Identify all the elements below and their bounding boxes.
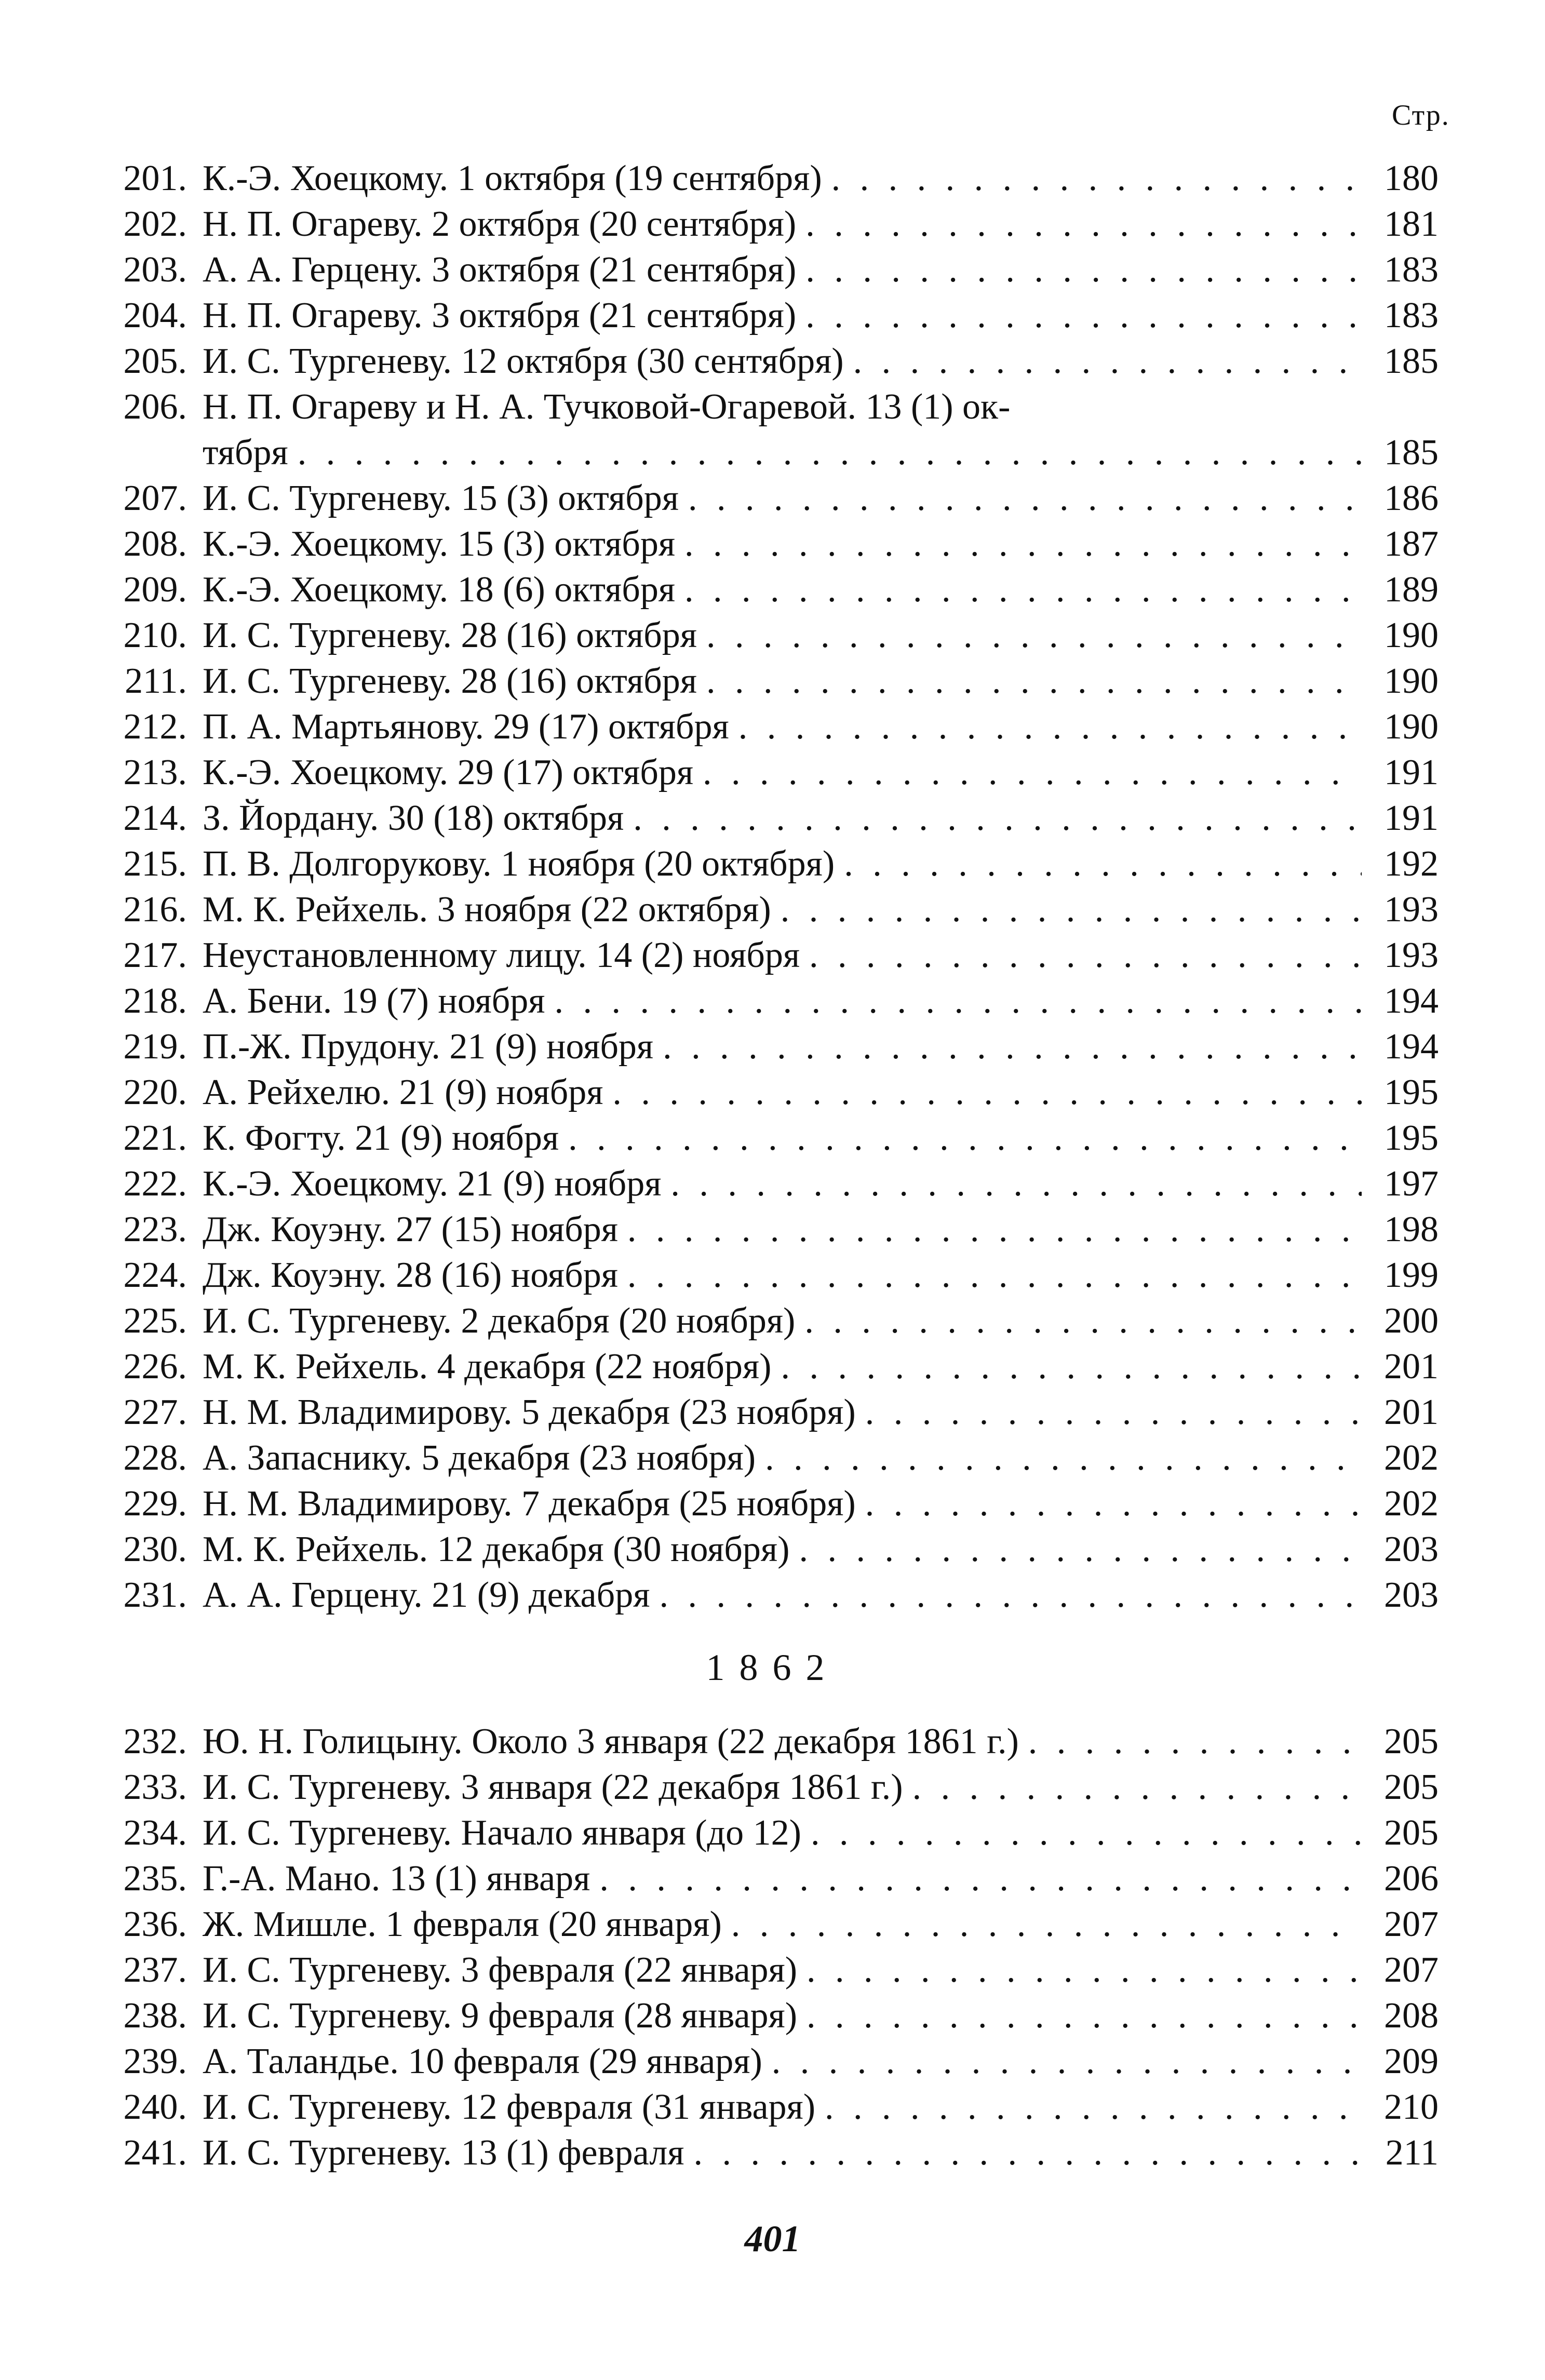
- toc-entry: [99, 841, 1439, 887]
- entry-number: 238.: [123, 1996, 187, 2036]
- dot-leader: [781, 887, 1362, 933]
- dot-leader: [633, 796, 1362, 841]
- dot-leader: [804, 1298, 1362, 1344]
- entry-number: 232.: [123, 1722, 187, 1762]
- entry-number: 220.: [123, 1072, 187, 1112]
- toc-entry: [99, 1070, 1439, 1115]
- entry-number: 210.: [123, 615, 187, 655]
- entry-page-number: 210: [1384, 2087, 1439, 2127]
- entry-number: 239.: [123, 2041, 187, 2081]
- entry-page-number: 191: [1384, 798, 1439, 838]
- entry-number: 235.: [123, 1859, 187, 1899]
- entry-page-number: 211: [1385, 2133, 1439, 2173]
- entry-page-number: 186: [1384, 478, 1439, 518]
- entry-title: К.-Э. Хоецкому. 15 (3) октября: [203, 524, 676, 564]
- dot-leader: [706, 658, 1362, 704]
- entry-number: 211.: [125, 661, 187, 701]
- dot-leader: [688, 476, 1362, 521]
- entry-number: 233.: [123, 1767, 187, 1807]
- entry-number: 234.: [123, 1813, 187, 1853]
- entry-title: И. С. Тургеневу. 15 (3) октября: [203, 478, 679, 518]
- entry-page-number: 193: [1384, 935, 1439, 975]
- entry-title: И. С. Тургеневу. 28 (16) октября: [203, 615, 697, 655]
- entry-number: 227.: [123, 1392, 187, 1432]
- entry-page-number: 190: [1384, 661, 1439, 701]
- entry-number: 201.: [123, 158, 187, 198]
- entry-page-number: 199: [1384, 1255, 1439, 1295]
- entry-number: 230.: [123, 1529, 187, 1569]
- entry-number: 221.: [123, 1118, 187, 1158]
- dot-leader: [1028, 1719, 1362, 1765]
- toc-entry: [99, 384, 1439, 430]
- toc-entry: [99, 1765, 1439, 1810]
- entry-number: 202.: [123, 204, 187, 244]
- entry-page-number: 209: [1384, 2041, 1439, 2081]
- toc-entry: [99, 1298, 1439, 1344]
- entry-title: Н. М. Владимирову. 7 декабря (25 ноября): [203, 1484, 856, 1524]
- toc-entry: [99, 613, 1439, 658]
- toc-entry: [99, 978, 1439, 1024]
- entry-page-number: 207: [1384, 1904, 1439, 1944]
- toc-entry: [99, 339, 1439, 384]
- dot-leader: [627, 1207, 1362, 1253]
- dot-leader: [807, 1993, 1362, 2039]
- entry-page-number: 187: [1384, 524, 1439, 564]
- entry-title: Н. П. Огареву. 2 октября (20 сентября): [203, 204, 797, 244]
- dot-leader: [738, 704, 1362, 750]
- entry-number: 225.: [123, 1301, 187, 1341]
- entry-number: 203.: [123, 250, 187, 290]
- toc-entry: [99, 1719, 1439, 1765]
- entry-title: И. С. Тургеневу. 12 октября (30 сентября): [203, 341, 844, 381]
- toc-entry: [99, 293, 1439, 339]
- entry-title: Н. П. Огареву и Н. А. Тучковой-Огаревой. 13 (1) ок-: [203, 387, 1011, 427]
- entry-number: 223.: [123, 1209, 187, 1249]
- entry-title: А. Таландье. 10 февраля (29 января): [203, 2041, 762, 2081]
- toc-entry: [99, 1435, 1439, 1481]
- dot-leader: [298, 430, 1362, 476]
- entry-number: 216.: [123, 890, 187, 930]
- entry-page-number: 195: [1384, 1118, 1439, 1158]
- entry-title: И. С. Тургеневу. Начало января (до 12): [203, 1813, 801, 1853]
- entry-title: М. К. Рейхель. 4 декабря (22 ноября): [203, 1347, 772, 1387]
- entry-number: 240.: [123, 2087, 187, 2127]
- entry-page-number: 193: [1384, 890, 1439, 930]
- entry-number: 206.: [123, 387, 187, 427]
- entry-title: тября: [203, 433, 288, 473]
- entry-number: 217.: [123, 935, 187, 975]
- entry-title: К.-Э. Хоецкому. 29 (17) октября: [203, 752, 694, 792]
- entry-title: К.-Э. Хоецкому. 1 октября (19 сентября): [203, 158, 822, 198]
- toc-entry: [99, 1390, 1439, 1435]
- entry-page-number: 200: [1384, 1301, 1439, 1341]
- dot-leader: [627, 1253, 1362, 1298]
- entry-number: 228.: [123, 1438, 187, 1478]
- entry-title: И. С. Тургеневу. 13 (1) февраля: [203, 2133, 684, 2173]
- entry-number: 212.: [123, 707, 187, 747]
- toc-entry: [99, 887, 1439, 933]
- toc-entry: [99, 1947, 1439, 1993]
- dot-leader: [568, 1115, 1362, 1161]
- entry-page-number: 185: [1384, 433, 1439, 473]
- toc-entry: [99, 704, 1439, 750]
- entry-title: М. К. Рейхель. 12 декабря (30 ноября): [203, 1529, 790, 1569]
- dot-leader: [693, 2130, 1362, 2176]
- entry-number: 237.: [123, 1950, 187, 1990]
- dot-leader: [612, 1070, 1362, 1115]
- dot-leader: [765, 1435, 1362, 1481]
- entry-number: 204.: [123, 295, 187, 335]
- entry-title: Ж. Мишле. 1 февраля (20 января): [203, 1904, 722, 1944]
- dot-leader: [912, 1765, 1362, 1810]
- entry-page-number: 202: [1384, 1484, 1439, 1524]
- page-folio: 401: [744, 2218, 801, 2260]
- page-column-label: Стр.: [1392, 99, 1450, 131]
- entry-number: 208.: [123, 524, 187, 564]
- entry-number: 207.: [123, 478, 187, 518]
- entry-number: 218.: [123, 981, 187, 1021]
- entry-number: 209.: [123, 570, 187, 610]
- dot-leader: [805, 293, 1362, 339]
- toc-entry: [99, 658, 1439, 704]
- entry-title: К. Фогту. 21 (9) ноября: [203, 1118, 559, 1158]
- dot-leader: [809, 933, 1362, 978]
- entry-page-number: 192: [1384, 844, 1439, 884]
- entry-title: А. А. Герцену. 21 (9) декабря: [203, 1575, 650, 1615]
- entry-page-number: 206: [1384, 1859, 1439, 1899]
- entry-page-number: 205: [1384, 1813, 1439, 1853]
- entry-title: К.-Э. Хоецкому. 18 (6) октября: [203, 570, 676, 610]
- entry-title: И. С. Тургеневу. 3 февраля (22 января): [203, 1950, 798, 1990]
- entry-number: 222.: [123, 1164, 187, 1204]
- entry-title: М. К. Рейхель. 3 ноября (22 октября): [203, 890, 771, 930]
- entry-page-number: 205: [1384, 1767, 1439, 1807]
- entry-title: А. Бени. 19 (7) ноября: [203, 981, 545, 1021]
- entry-title: А. А. Герцену. 3 октября (21 сентября): [203, 250, 797, 290]
- dot-leader: [799, 1527, 1362, 1572]
- entry-number: 226.: [123, 1347, 187, 1387]
- dot-leader: [865, 1390, 1362, 1435]
- toc-entry: [99, 1481, 1439, 1527]
- toc-section-1861: [99, 156, 1439, 1618]
- entry-page-number: 185: [1384, 341, 1439, 381]
- toc-entry: [99, 476, 1439, 521]
- toc-entry: [99, 1161, 1439, 1207]
- dot-leader: [853, 339, 1362, 384]
- entry-number: 224.: [123, 1255, 187, 1295]
- entry-title: Н. М. Владимирову. 5 декабря (23 ноября): [203, 1392, 856, 1432]
- entry-number: 236.: [123, 1904, 187, 1944]
- entry-page-number: 194: [1384, 981, 1439, 1021]
- toc-entry: [99, 1344, 1439, 1390]
- toc-entry: [99, 1572, 1439, 1618]
- dot-leader: [805, 201, 1362, 247]
- entry-number: 205.: [123, 341, 187, 381]
- entry-title: И. С. Тургеневу. 9 февраля (28 января): [203, 1996, 798, 2036]
- entry-page-number: 191: [1384, 752, 1439, 792]
- toc-entry: [99, 1207, 1439, 1253]
- toc-entry: [99, 247, 1439, 293]
- entry-title: П. А. Мартьянову. 29 (17) октября: [203, 707, 729, 747]
- toc-entry: [99, 430, 1439, 476]
- toc-entry: [99, 521, 1439, 567]
- entry-page-number: 203: [1384, 1529, 1439, 1569]
- entry-title: К.-Э. Хоецкому. 21 (9) ноября: [203, 1164, 662, 1204]
- dot-leader: [670, 1161, 1362, 1207]
- dot-leader: [807, 1947, 1362, 1993]
- dot-leader: [811, 1810, 1362, 1856]
- entry-page-number: 180: [1384, 158, 1439, 198]
- entry-title: Дж. Коуэну. 27 (15) ноября: [203, 1209, 618, 1249]
- toc-entry: [99, 1993, 1439, 2039]
- toc-entry: [99, 2085, 1439, 2130]
- entry-title: А. Запаснику. 5 декабря (23 ноября): [203, 1438, 756, 1478]
- dot-leader: [684, 567, 1362, 613]
- entry-title: Дж. Коуэну. 28 (16) ноября: [203, 1255, 618, 1295]
- entry-page-number: 190: [1384, 707, 1439, 747]
- dot-leader: [781, 1344, 1362, 1390]
- entry-title: И. С. Тургеневу. 3 января (22 декабря 1861 г.): [203, 1767, 903, 1807]
- entry-page-number: 183: [1384, 250, 1439, 290]
- entry-title: А. Рейхелю. 21 (9) ноября: [203, 1072, 603, 1112]
- dot-leader: [703, 750, 1362, 796]
- entry-title: И. С. Тургеневу. 28 (16) октября: [203, 661, 697, 701]
- dot-leader: [555, 978, 1362, 1024]
- toc-entry: [99, 1902, 1439, 1947]
- entry-title: И. С. Тургеневу. 2 декабря (20 ноября): [203, 1301, 796, 1341]
- entry-title: Н. П. Огареву. 3 октября (21 сентября): [203, 295, 797, 335]
- entry-page-number: 201: [1384, 1347, 1439, 1387]
- entry-page-number: 194: [1384, 1027, 1439, 1067]
- dot-leader: [663, 1024, 1362, 1070]
- entry-number: 213.: [123, 752, 187, 792]
- dot-leader: [825, 2085, 1362, 2130]
- entry-page-number: 197: [1384, 1164, 1439, 1204]
- toc-entry: [99, 201, 1439, 247]
- entry-page-number: 202: [1384, 1438, 1439, 1478]
- dot-leader: [805, 247, 1362, 293]
- entry-page-number: 201: [1384, 1392, 1439, 1432]
- toc-entry: [99, 156, 1439, 201]
- toc-entry: [99, 567, 1439, 613]
- entry-page-number: 198: [1384, 1209, 1439, 1249]
- dot-leader: [659, 1572, 1362, 1618]
- entry-number: 231.: [123, 1575, 187, 1615]
- toc-entry: [99, 1527, 1439, 1572]
- entry-number: 229.: [123, 1484, 187, 1524]
- entry-page-number: 189: [1384, 570, 1439, 610]
- entry-title: З. Йордану. 30 (18) октября: [203, 798, 624, 838]
- entry-number: 241.: [123, 2133, 187, 2173]
- entry-number: 215.: [123, 844, 187, 884]
- dot-leader: [844, 841, 1362, 887]
- entry-page-number: 207: [1384, 1950, 1439, 1990]
- toc-entry: [99, 2130, 1439, 2176]
- entry-title: Г.-А. Мано. 13 (1) января: [203, 1859, 590, 1899]
- entry-number: 214.: [123, 798, 187, 838]
- entry-title: И. С. Тургеневу. 12 февраля (31 января): [203, 2087, 816, 2127]
- entry-title: П.-Ж. Прудону. 21 (9) ноября: [203, 1027, 654, 1067]
- entry-page-number: 195: [1384, 1072, 1439, 1112]
- dot-leader: [772, 2039, 1362, 2085]
- entry-page-number: 190: [1384, 615, 1439, 655]
- entry-page-number: 205: [1384, 1722, 1439, 1762]
- dot-leader: [706, 613, 1362, 658]
- entry-number: 219.: [123, 1027, 187, 1067]
- entry-title: Неустановленному лицу. 14 (2) ноября: [203, 935, 800, 975]
- toc-entry: [99, 1810, 1439, 1856]
- dot-leader: [865, 1481, 1362, 1527]
- toc-entry: [99, 750, 1439, 796]
- toc-entry: [99, 2039, 1439, 2085]
- dot-leader: [731, 1902, 1362, 1947]
- entry-page-number: 203: [1384, 1575, 1439, 1615]
- entry-title: П. В. Долгорукову. 1 ноября (20 октября): [203, 844, 835, 884]
- year-heading: 1862: [706, 1647, 839, 1688]
- entry-page-number: 181: [1384, 204, 1439, 244]
- dot-leader: [599, 1856, 1362, 1902]
- entry-page-number: 183: [1384, 295, 1439, 335]
- entry-title: Ю. Н. Голицыну. Около 3 января (22 декабря 1861 г.): [203, 1722, 1019, 1762]
- dot-leader: [684, 521, 1362, 567]
- toc-entry: [99, 1856, 1439, 1902]
- toc-entry: [99, 1115, 1439, 1161]
- toc-entry: [99, 796, 1439, 841]
- entry-page-number: 208: [1384, 1996, 1439, 2036]
- dot-leader: [831, 156, 1362, 201]
- toc-section-1862: [99, 1719, 1439, 2176]
- toc-entry: [99, 1024, 1439, 1070]
- toc-entry: [99, 933, 1439, 978]
- toc-entry: [99, 1253, 1439, 1298]
